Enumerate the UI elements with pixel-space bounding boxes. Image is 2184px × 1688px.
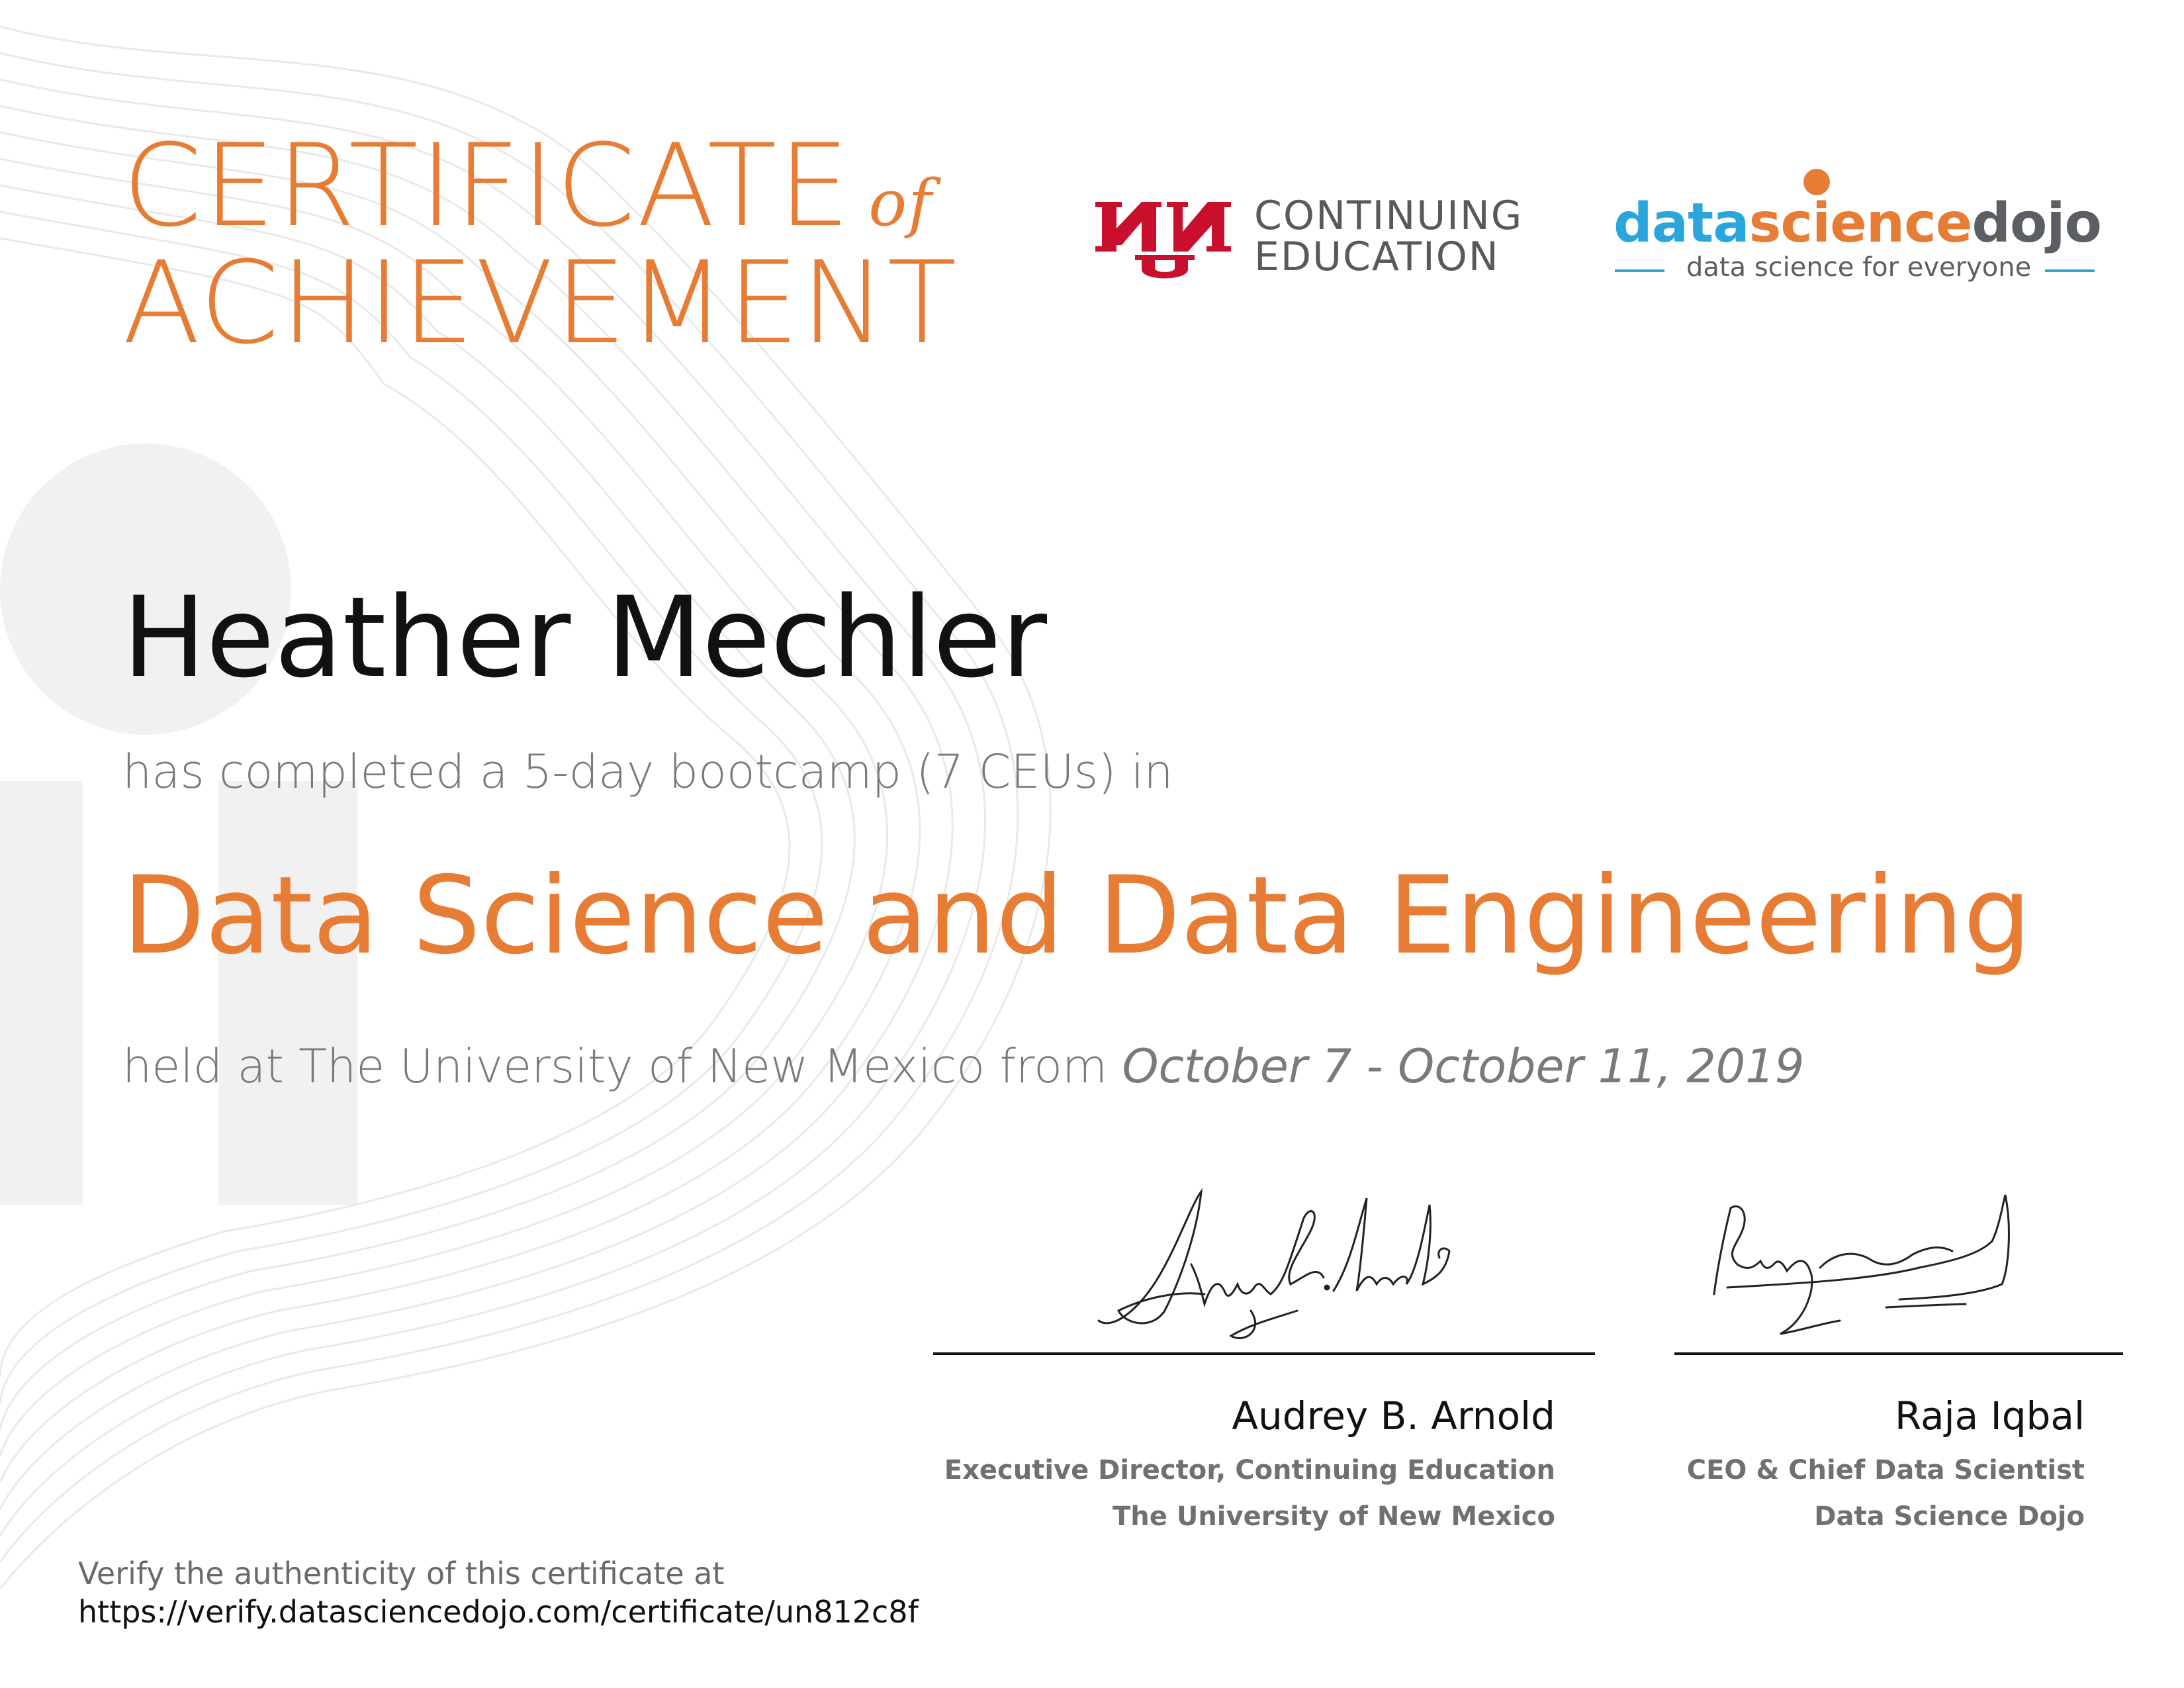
recipient-name: Heather Mechler [122,573,1048,702]
signature-audrey-arnold [1085,1178,1456,1350]
signatory-2-role: CEO & Chief Data Scientist [1686,1455,2085,1485]
held-dates: October 7 - October 11, 2019 [1122,1039,1805,1094]
dsd-part-i: i [1812,192,1831,255]
watermark-block-right [218,781,357,1205]
certificate-title-line2: ACHIEVEMENT [122,236,958,369]
signature-line-1 [933,1352,1595,1355]
dsd-logo-dot-icon [1803,169,1830,195]
unm-line2: EDUCATION [1254,234,1500,280]
dsd-part-dojo: dojo [1972,192,2101,255]
verify-label: Verify the authenticity of this certificate at [78,1556,725,1591]
signatory-2-name: Raja Iqbal [1894,1393,2085,1438]
signature-line-2 [1674,1352,2123,1355]
held-statement [122,1039,1804,1094]
dsd-tagline-rule-left [1615,269,1664,272]
title-of: of [868,166,933,240]
unm-logo-text [1254,193,1524,280]
completion-statement: has completed a 5-day bootcamp (7 CEUs) in [122,745,1173,799]
certificate-title-line1 [122,119,933,252]
signatory-1-name: Audrey B. Arnold [1232,1393,1555,1438]
dsd-part-sc: sc [1749,192,1812,255]
dsd-tagline-rule-right [2045,269,2095,272]
unm-line1: CONTINUING [1254,193,1524,239]
dsd-part-data: data [1614,192,1749,255]
signatory-2-organization: Data Science Dojo [1814,1501,2085,1532]
dsd-tagline: data science for everyone [1686,252,2032,283]
signatory-1-organization: The University of New Mexico [1113,1501,1555,1532]
watermark-block-left [0,781,83,1205]
verify-url-link[interactable]: https://verify.datasciencedojo.com/certificate/un812c8f [78,1594,919,1630]
held-prefix: held at The University of New Mexico from [122,1039,1122,1094]
unm-logo-icon [1095,189,1234,285]
title-certificate: CERTIFICATE [122,119,852,252]
dsd-logo-wordmark [1614,192,2101,255]
signature-raja-iqbal [1701,1188,2032,1347]
course-title: Data Science and Data Engineering [122,854,2032,978]
signatory-1-role: Executive Director, Continuing Education [944,1455,1555,1485]
dsd-part-ence: ence [1830,192,1972,255]
